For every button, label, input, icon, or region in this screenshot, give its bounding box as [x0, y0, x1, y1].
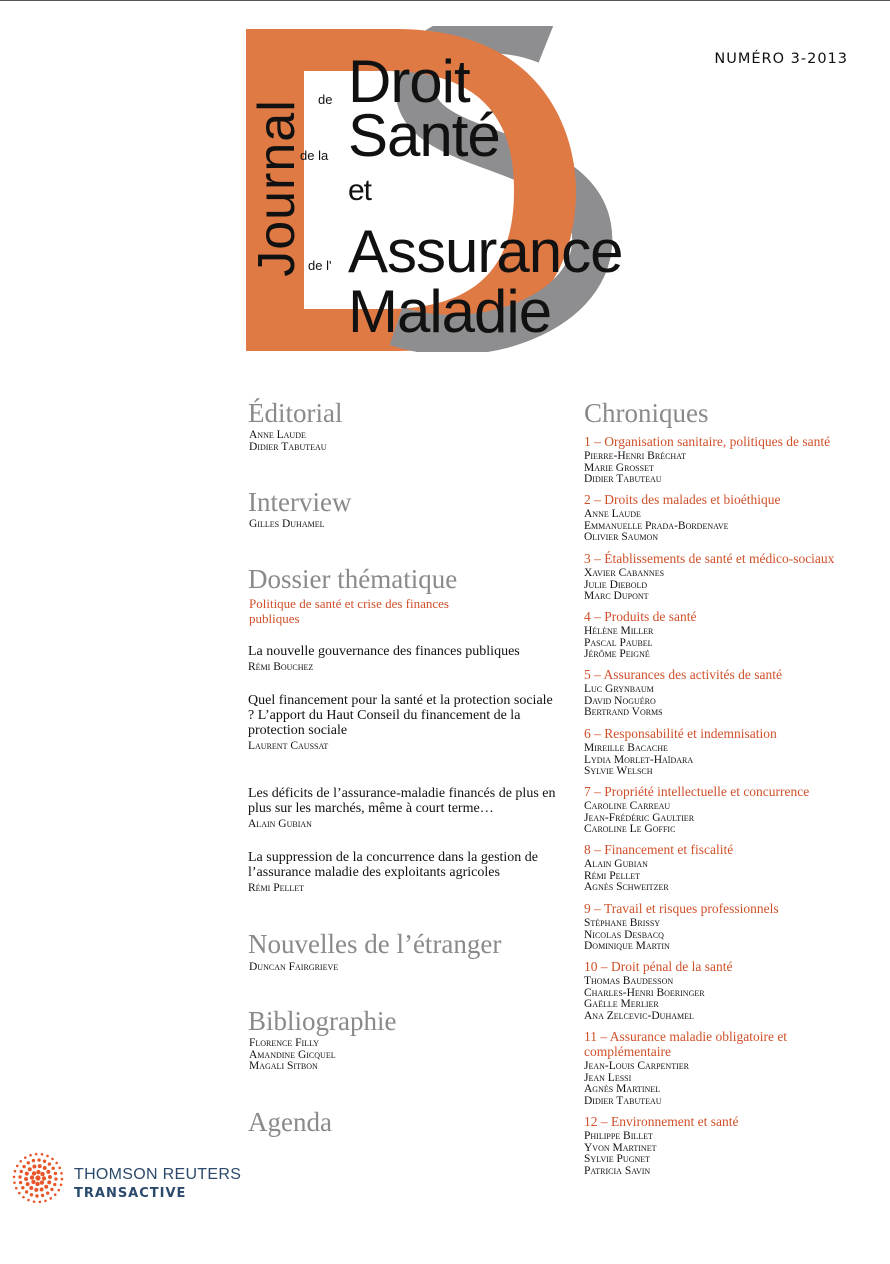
section-etranger: Nouvelles de l’étranger [248, 929, 502, 959]
author-name: Pascal Paubel [584, 636, 653, 649]
author-name: Sylvie Welsch [584, 765, 653, 777]
chronique-item [584, 1029, 834, 1107]
chronique-title: 12 – Environnement et santé [584, 1114, 739, 1129]
logo-dot [19, 1160, 22, 1163]
chronique-title: 5 – Assurances des activités de santé [584, 667, 782, 682]
logo-dot [50, 1188, 53, 1191]
chronique-item [584, 551, 864, 603]
publisher-name: THOMSON REUTERS [74, 1166, 242, 1183]
logo-dot [25, 1172, 29, 1176]
article-author: Rémi Pellet [248, 882, 305, 894]
author-name: Patricia Savin [584, 1164, 651, 1177]
article-title: Quel financement pour la santé et la protection sociale ? L’apport du Haut Conseil du financement de la protection sociale [248, 693, 553, 738]
logo-dot [34, 1188, 38, 1192]
logo-dot [16, 1165, 19, 1168]
logo-dot [39, 1201, 42, 1204]
author-name: Rémi Pellet [584, 869, 641, 882]
author-name: Didier Tabuteau [584, 473, 662, 485]
chronique-title: 1 – Organisation sanitaire, politiques de santé [584, 434, 831, 449]
logo-dot [32, 1171, 36, 1175]
logo-dot [54, 1193, 57, 1196]
logo-dot [57, 1189, 60, 1192]
masthead-droit: Droit [348, 48, 470, 115]
logo-dot [21, 1186, 24, 1189]
interview-authors [249, 519, 324, 531]
logo-dot [42, 1176, 46, 1180]
author-name: Yvon Martinet [584, 1141, 657, 1154]
logo-dot [13, 1181, 16, 1184]
logo-dot [46, 1155, 49, 1158]
author-name: Amandine Gicquel [249, 1048, 336, 1061]
chronique-title: 9 – Travail et risques professionnels [584, 901, 779, 916]
author-name: Sylvie Pugnet [584, 1153, 651, 1165]
author-name: Lydia Morlet-Haïdara [584, 753, 694, 766]
section-chroniques: Chroniques [584, 398, 709, 428]
author-name: Agnès Martinel [584, 1083, 661, 1095]
author-name: Marie Grosset [584, 461, 654, 474]
logo-dot [51, 1167, 54, 1170]
logo-dot [18, 1175, 21, 1178]
issue-number: NUMÉRO 3-2013 [714, 51, 848, 67]
logo-dot [14, 1170, 17, 1173]
chronique-item [584, 901, 864, 953]
author-name: Gaëlle Merlier [584, 998, 659, 1010]
logo-dot [51, 1158, 54, 1161]
author-name: Emmanuelle Prada-Bordenave [584, 519, 729, 532]
logo-dot [26, 1182, 30, 1186]
chronique-title: 8 – Financement et fiscalité [584, 842, 734, 857]
logo-dot [24, 1177, 28, 1181]
logo-dot [43, 1160, 46, 1163]
etranger-authors [249, 962, 338, 974]
dossier-subtitle: Politique de santé et crise des finances publiques [249, 596, 449, 626]
logo-dot [49, 1197, 52, 1200]
logo-dot [41, 1194, 44, 1197]
thomson-reuters-dots-icon [10, 1150, 66, 1206]
dossier-article [248, 693, 558, 753]
author-name: Jean Lessi [584, 1071, 632, 1084]
author-name: Jean-Louis Carpentier [584, 1060, 689, 1072]
article-title: La nouvelle gouvernance des finances publiques [248, 644, 520, 659]
author-name: Dominique Martin [584, 940, 670, 952]
chronique-item [584, 609, 864, 661]
masthead-de: de [318, 92, 333, 107]
logo-dot [38, 1164, 42, 1168]
logo-dot [40, 1172, 44, 1176]
logo-dot [18, 1192, 21, 1195]
chronique-item [584, 959, 864, 1022]
author-name: Anne Laude [249, 429, 306, 441]
author-name: Anne Laude [584, 508, 641, 520]
logo-dot [44, 1185, 48, 1189]
chronique-title: 10 – Droit pénal de la santé [584, 959, 733, 974]
author-name: Charles-Henri Boeringer [584, 986, 705, 999]
author-name: Jérôme Peigné [584, 648, 650, 660]
masthead-maladie: Maladie [348, 278, 552, 345]
logo-dot [48, 1162, 51, 1165]
logo-dot [20, 1170, 23, 1173]
masthead [246, 26, 650, 352]
author-name: Bertrand Vorms [584, 706, 663, 718]
dossier-article [248, 786, 558, 831]
chronique-item [584, 492, 864, 544]
chronique-item [584, 434, 864, 486]
author-name: Thomas Baudesson [584, 975, 674, 987]
publisher-logo [10, 1148, 240, 1208]
logo-dot [35, 1194, 38, 1197]
author-name: Marc Dupont [584, 590, 649, 602]
section-interview: Interview [248, 487, 352, 517]
logo-dot [48, 1175, 52, 1179]
logo-dot [31, 1180, 35, 1184]
author-name: Duncan Fairgrieve [249, 961, 339, 973]
logo-dot [54, 1177, 57, 1180]
author-name: Gilles Duhamel [249, 518, 325, 530]
logo-dot [33, 1200, 36, 1203]
logo-dot [30, 1175, 34, 1179]
logo-dot [60, 1172, 63, 1175]
author-name: Stéphane Brissy [584, 917, 661, 929]
logo-dot [35, 1182, 39, 1186]
logo-dot [61, 1178, 64, 1181]
author-name: Alain Gubian [584, 858, 648, 870]
article-title: Les déficits de l’assurance-maladie financés de plus en plus sur les marchés, même à court terme… [248, 786, 556, 816]
chronique-title: 6 – Responsabilité et indemnisation [584, 726, 777, 741]
author-name: Jean-Frédéric Gaultier [584, 811, 695, 824]
chronique-item [584, 726, 864, 778]
chronique-title: 11 – Assurance maladie obligatoire et complémentaire [584, 1029, 788, 1059]
biblio-authors [249, 1038, 336, 1073]
logo-dot [36, 1170, 40, 1174]
dossier-article [248, 644, 558, 674]
logo-dot [43, 1166, 47, 1170]
logo-dot [32, 1159, 35, 1162]
section-agenda: Agenda [248, 1107, 332, 1137]
logo-dot [22, 1196, 25, 1199]
chronique-title: 7 – Propriété intellectuelle et concurrence [584, 784, 810, 799]
chronique-title: 3 – Établissements de santé et médico-sociaux [584, 551, 835, 566]
logo-dot [37, 1158, 40, 1161]
editorial-authors [249, 430, 327, 453]
author-name: Xavier Cabannes [584, 567, 665, 579]
section-bibliographie: Bibliographie [248, 1006, 397, 1036]
author-name: Luc Grynbaum [584, 683, 654, 695]
chronique-item [584, 1114, 864, 1177]
author-name: Pierre-Henri Bréchat [584, 450, 686, 462]
logo-dot [35, 1153, 38, 1156]
author-name: Agnès Schweitzer [584, 881, 669, 893]
logo-dot [15, 1187, 18, 1190]
logo-dot [35, 1175, 40, 1180]
logo-dot [53, 1183, 56, 1186]
logo-dot [55, 1162, 58, 1165]
author-name: Mireille Bacache [584, 742, 668, 754]
logo-dot [40, 1187, 44, 1191]
logo-dot [28, 1167, 32, 1171]
author-name: Magali Sitbon [249, 1060, 318, 1072]
chronique-item [584, 842, 864, 894]
author-name: Florence Filly [249, 1037, 319, 1049]
logo-dot [30, 1193, 33, 1196]
chronique-item [584, 784, 864, 836]
masthead-assurance: Assurance [348, 218, 623, 285]
logo-dot [13, 1176, 16, 1179]
logo-dot [46, 1170, 50, 1174]
logo-dot [29, 1186, 33, 1190]
author-name: Olivier Saumon [584, 531, 659, 543]
article-title: La suppression de la concurrence dans la gestion de l’assurance maladie des exploitants agricoles [248, 850, 539, 880]
section-dossier: Dossier thématique [248, 564, 458, 594]
logo-dot [25, 1190, 28, 1193]
logo-dot [40, 1180, 44, 1184]
author-name: David Noguéro [584, 694, 656, 707]
chronique-title: 2 – Droits des malades et bioéthique [584, 492, 781, 507]
author-name: Philippe Billet [584, 1130, 653, 1142]
logo-dot [60, 1183, 63, 1186]
article-author: Rémi Bouchez [248, 661, 314, 673]
masthead-et: et [348, 174, 372, 207]
dossier-article [248, 850, 558, 895]
chronique-title: 4 – Produits de santé [584, 609, 697, 624]
logo-dot [32, 1165, 36, 1169]
logo-dot [19, 1181, 22, 1184]
author-name: Caroline Carreau [584, 800, 671, 812]
masthead-sante: Santé [348, 102, 500, 169]
masthead-del: de l' [308, 258, 332, 273]
logo-dot [47, 1180, 51, 1184]
logo-dot [46, 1191, 49, 1194]
logo-dot [24, 1156, 27, 1159]
logo-dot [54, 1172, 57, 1175]
logo-dot [27, 1161, 30, 1164]
author-name: Ana Zelcevic-Duhamel [584, 1009, 694, 1022]
logo-dot [27, 1199, 30, 1202]
author-name: Julie Diebold [584, 578, 648, 591]
author-name: Caroline Le Goffic [584, 823, 676, 835]
logo-dot [58, 1167, 61, 1170]
masthead-dela: de la [300, 148, 329, 163]
section-editorial: Éditorial [248, 398, 343, 428]
author-name: Didier Tabuteau [584, 1094, 662, 1107]
logo-dot [29, 1154, 32, 1157]
author-name: Nicolas Desbacq [584, 928, 664, 941]
logo-dot [44, 1200, 47, 1203]
author-name: Didier Tabuteau [249, 440, 327, 453]
article-author: Alain Gubian [248, 818, 312, 830]
logo-dot [22, 1165, 25, 1168]
author-name: Hélène Miller [584, 625, 654, 637]
publisher-sub: TRANSACTIVE [74, 1186, 187, 1201]
logo-dot [41, 1153, 44, 1156]
masthead-journal: Journal [248, 99, 306, 277]
chronique-item [584, 667, 864, 719]
article-author: Laurent Caussat [248, 740, 329, 752]
top-rule [0, 0, 890, 1]
